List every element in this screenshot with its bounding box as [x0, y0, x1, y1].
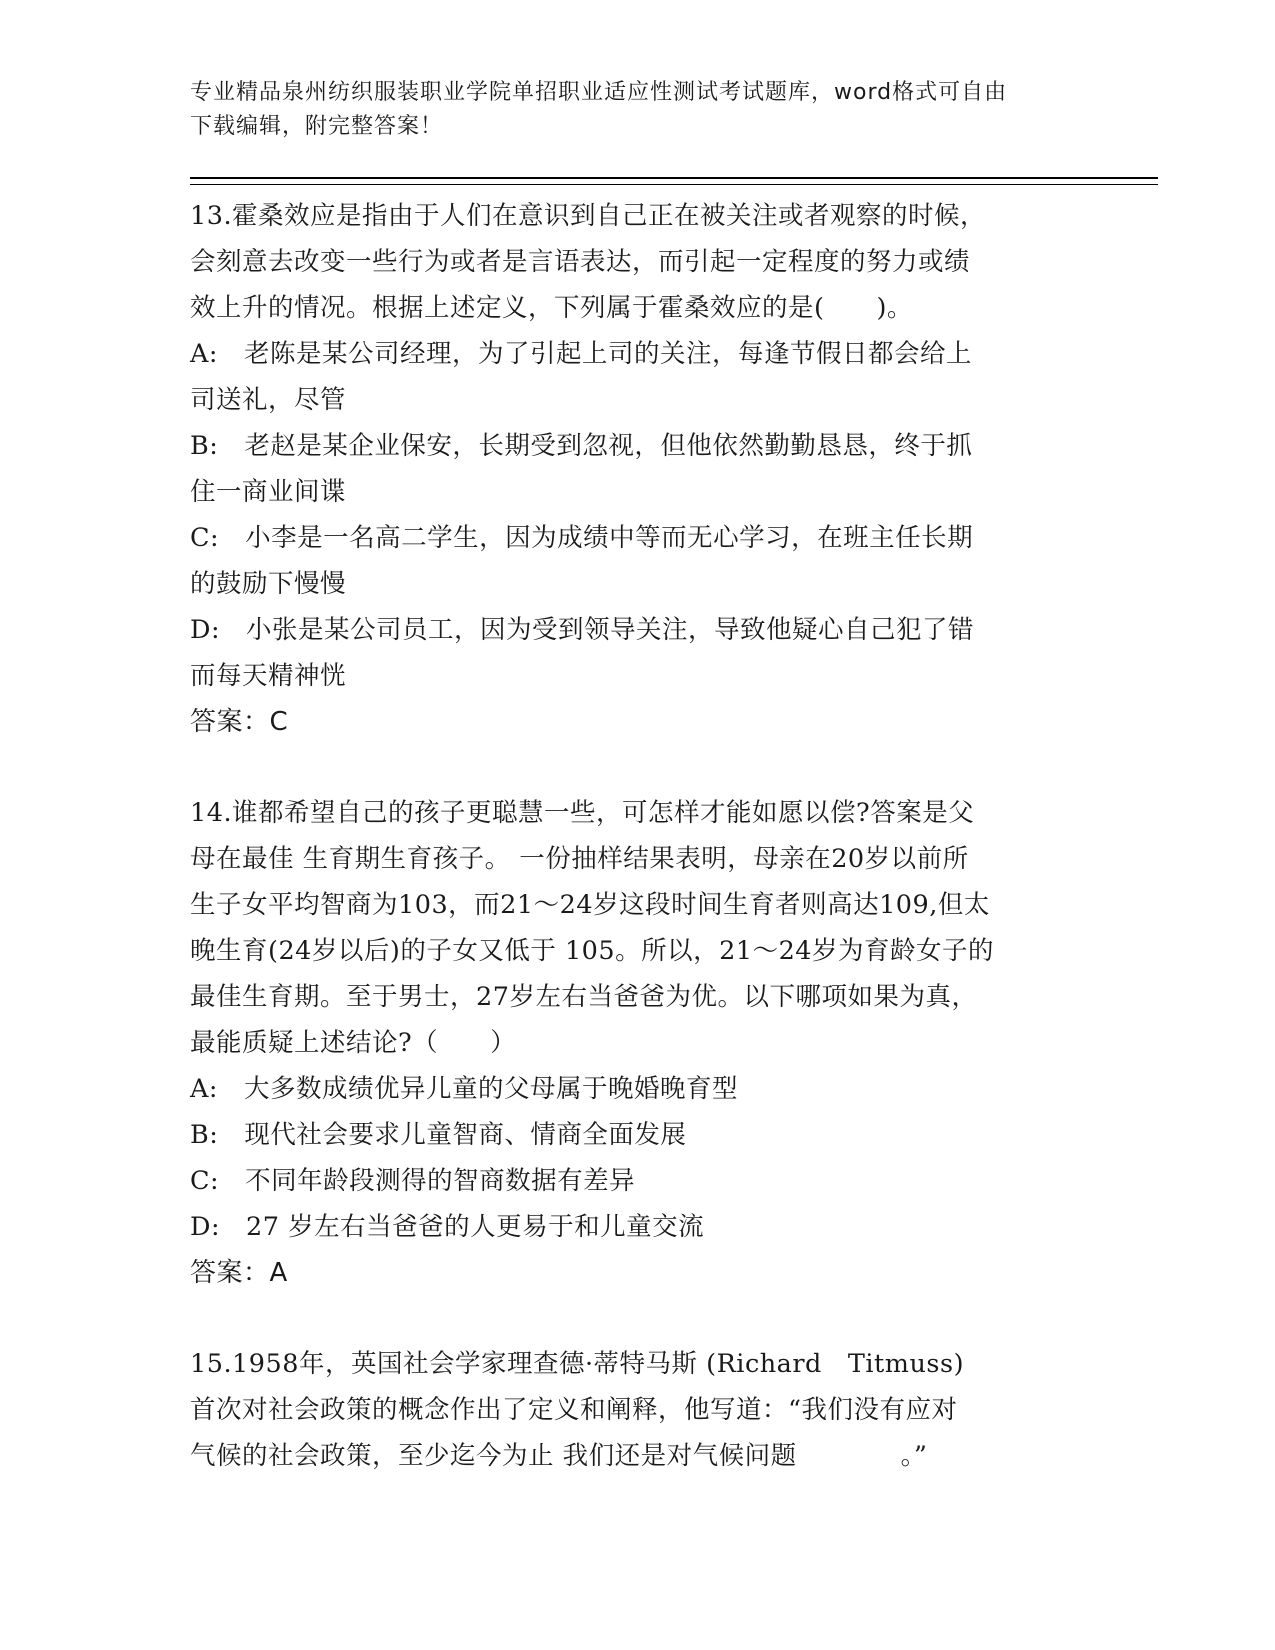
question-13-option-a-line-2: 司送礼，尽管 — [190, 385, 347, 415]
question-13-stem-line-2: 会刻意去改变一些行为或者是言语表达，而引起一定程度的努力或绩 — [190, 247, 971, 277]
header-rule-thick — [190, 177, 1158, 179]
question-14-option-a: A: 大多数成绩优异儿童的父母属于晚婚晚育型 — [190, 1074, 739, 1104]
question-15-stem-line-2: 首次对社会政策的概念作出了定义和阐释，他写道：“我们没有应对 — [190, 1395, 958, 1425]
question-15-stem-line-1: 15.1958年，英国社会学家理查德·蒂特马斯 (Richard Titmuss) — [190, 1349, 965, 1379]
question-14-stem-line-4: 晚生育(24岁以后)的子女又低于 105。所以，21～24岁为育龄女子的 — [190, 936, 995, 966]
question-14-option-c: C: 不同年龄段测得的智商数据有差异 — [190, 1166, 636, 1196]
header-line-2: 下载编辑，附完整答案！ — [190, 114, 444, 139]
header-rule-thin — [190, 184, 1158, 185]
question-15 — [190, 1341, 1090, 1479]
header-line-1: 专业精品泉州纺织服装职业学院单招职业适应性测试考试题库，word格式可自由 — [190, 80, 1008, 105]
question-13-option-d-line-1: D: 小张是某公司员工，因为受到领导关注，导致他疑心自己犯了错 — [190, 615, 975, 645]
spacer — [190, 1296, 1090, 1341]
question-13 — [190, 193, 1090, 745]
question-14-stem-line-2: 母在最佳 生育期生育孩子。 一份抽样结果表明，母亲在20岁以前所 — [190, 844, 969, 874]
question-14 — [190, 790, 1090, 1296]
question-14-stem-line-5: 最佳生育期。至于男士，27岁左右当爸爸为优。以下哪项如果为真， — [190, 982, 978, 1012]
question-13-answer: 答案：C — [190, 707, 289, 737]
question-14-stem-line-3: 生子女平均智商为103，而21～24岁这段时间生育者则高达109,但太 — [190, 890, 990, 920]
document-header — [190, 76, 1090, 144]
question-13-option-c-line-2: 的鼓励下慢慢 — [190, 569, 347, 599]
question-13-option-c-line-1: C: 小李是一名高二学生，因为成绩中等而无心学习，在班主任长期 — [190, 523, 974, 553]
question-14-stem-line-6: 最能质疑上述结论?（ ） — [190, 1028, 517, 1058]
question-list — [190, 193, 1090, 1479]
question-13-option-a-line-1: A: 老陈是某公司经理，为了引起上司的关注，每逢节假日都会给上 — [190, 339, 973, 369]
question-13-option-d-line-2: 而每天精神恍 — [190, 661, 347, 691]
spacer — [190, 745, 1090, 790]
question-15-stem-line-3: 气候的社会政策，至少迄今为止 我们还是对气候问题 。” — [190, 1441, 928, 1471]
question-14-stem-line-1: 14.谁都希望自己的孩子更聪慧一些，可怎样才能如愿以偿?答案是父 — [190, 798, 975, 828]
question-14-option-d: D: 27 岁左右当爸爸的人更易于和儿童交流 — [190, 1212, 705, 1242]
question-13-option-b-line-1: B: 老赵是某企业保安，长期受到忽视，但他依然勤勤恳恳，终于抓 — [190, 431, 973, 461]
question-13-option-b-line-2: 住一商业间谍 — [190, 477, 347, 507]
question-14-answer: 答案：A — [190, 1258, 288, 1288]
question-13-stem-line-3: 效上升的情况。根据上述定义，下列属于霍桑效应的是( )。 — [190, 293, 913, 323]
question-13-stem-line-1: 13.霍桑效应是指由于人们在意识到自己正在被关注或者观察的时候， — [190, 201, 987, 231]
question-14-option-b: B: 现代社会要求儿童智商、情商全面发展 — [190, 1120, 687, 1150]
